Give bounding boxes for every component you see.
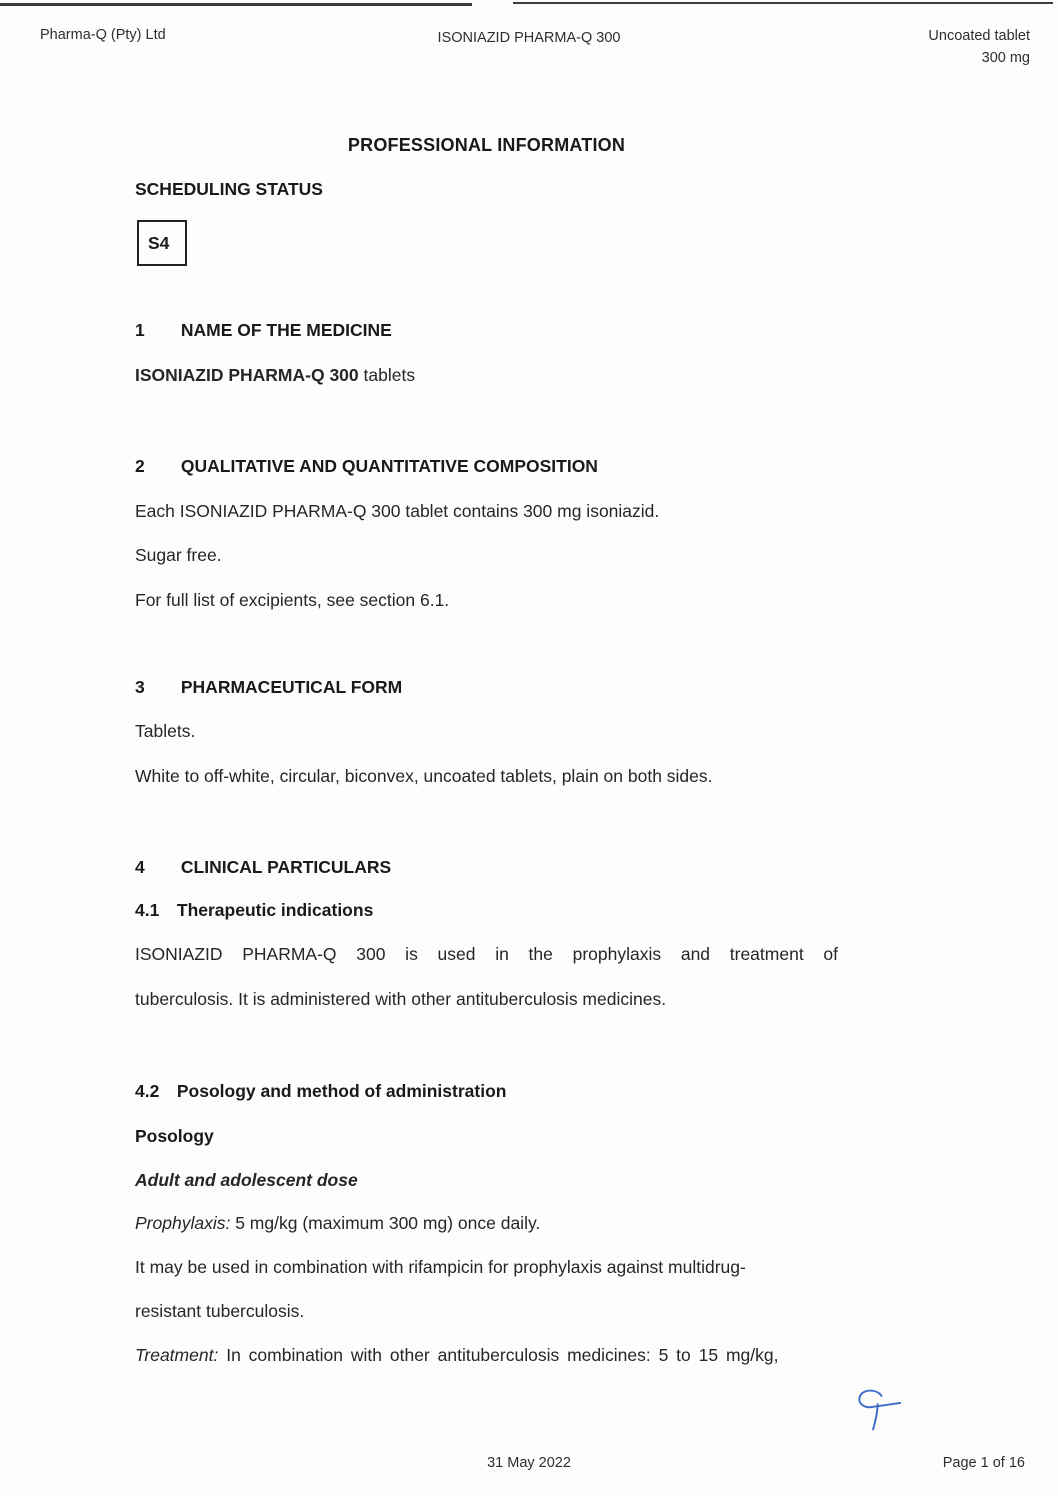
medicine-name-suffix: tablets	[363, 365, 416, 385]
section-4-1-title: Therapeutic indications	[176, 900, 374, 920]
combination-line-2: resistant tuberculosis.	[135, 1301, 305, 1321]
signature-mark	[846, 1386, 904, 1438]
prophylaxis-text: 5 mg/kg (maximum 300 mg) once daily.	[235, 1213, 541, 1233]
posology-subheading: Posology	[135, 1126, 214, 1146]
treatment-line	[135, 1345, 778, 1366]
section-4-2-title: Posology and method of administration	[176, 1081, 507, 1101]
excipients-paragraph: For full list of excipients, see section 6.1.	[135, 590, 450, 610]
scan-artifact-line-right	[513, 2, 1053, 4]
section-3-title: PHARMACEUTICAL FORM	[180, 677, 403, 697]
section-4-number: 4	[135, 857, 145, 877]
section-2-number: 2	[135, 456, 145, 476]
header-dosage-form: Uncoated tablet	[928, 28, 1030, 44]
prophylaxis-line	[135, 1213, 540, 1234]
sugar-free-paragraph: Sugar free.	[135, 545, 222, 565]
adult-dose-subheading: Adult and adolescent dose	[135, 1170, 358, 1190]
scan-artifact-line-left	[0, 3, 472, 6]
section-1-number: 1	[135, 320, 145, 340]
tablets-paragraph: Tablets.	[135, 721, 196, 741]
combination-line-1: It may be used in combination with rifampicin for prophylaxis against multidrug-	[135, 1257, 746, 1277]
header-company: Pharma-Q (Pty) Ltd	[40, 27, 166, 43]
section-4-title: CLINICAL PARTICULARS	[180, 857, 392, 877]
document-title: PROFESSIONAL INFORMATION	[347, 135, 626, 155]
schedule-badge-box	[137, 220, 187, 266]
header-strength: 300 mg	[981, 50, 1030, 66]
treatment-label: Treatment:	[135, 1345, 219, 1365]
section-4-heading	[135, 857, 391, 878]
section-4-2-heading	[135, 1081, 506, 1102]
section-2-title: QUALITATIVE AND QUANTITATIVE COMPOSITION	[180, 456, 598, 476]
header-right	[928, 25, 1030, 69]
prophylaxis-label: Prophylaxis:	[135, 1213, 231, 1233]
section-4-1-heading	[135, 900, 373, 921]
scheduling-status-heading: SCHEDULING STATUS	[135, 179, 323, 199]
section-1-title: NAME OF THE MEDICINE	[180, 320, 392, 340]
section-3-heading	[135, 677, 402, 698]
medicine-name-line	[135, 365, 415, 386]
section-4-1-number: 4.1	[135, 900, 160, 920]
indications-line-1: ISONIAZID PHARMA-Q 300 is used in the prophylaxis and treatment of	[135, 944, 838, 964]
footer-page-number: Page 1 of 16	[942, 1455, 1025, 1471]
indications-line-2: tuberculosis. It is administered with other antituberculosis medicines.	[135, 989, 667, 1009]
header-product-title: ISONIAZID PHARMA-Q 300	[437, 30, 621, 46]
tablet-description-paragraph: White to off-white, circular, biconvex, uncoated tablets, plain on both sides.	[135, 766, 713, 786]
section-2-heading	[135, 456, 598, 477]
medicine-name-bold: ISONIAZID PHARMA-Q 300	[135, 365, 359, 385]
section-1-heading	[135, 320, 392, 341]
section-3-number: 3	[135, 677, 145, 697]
section-4-2-number: 4.2	[135, 1081, 160, 1101]
footer-date: 31 May 2022	[487, 1455, 571, 1471]
schedule-badge: S4	[148, 233, 170, 253]
composition-paragraph: Each ISONIAZID PHARMA-Q 300 tablet contains 300 mg isoniazid.	[135, 501, 660, 521]
treatment-text: In combination with other antituberculosis medicines: 5 to 15 mg/kg,	[226, 1345, 779, 1365]
